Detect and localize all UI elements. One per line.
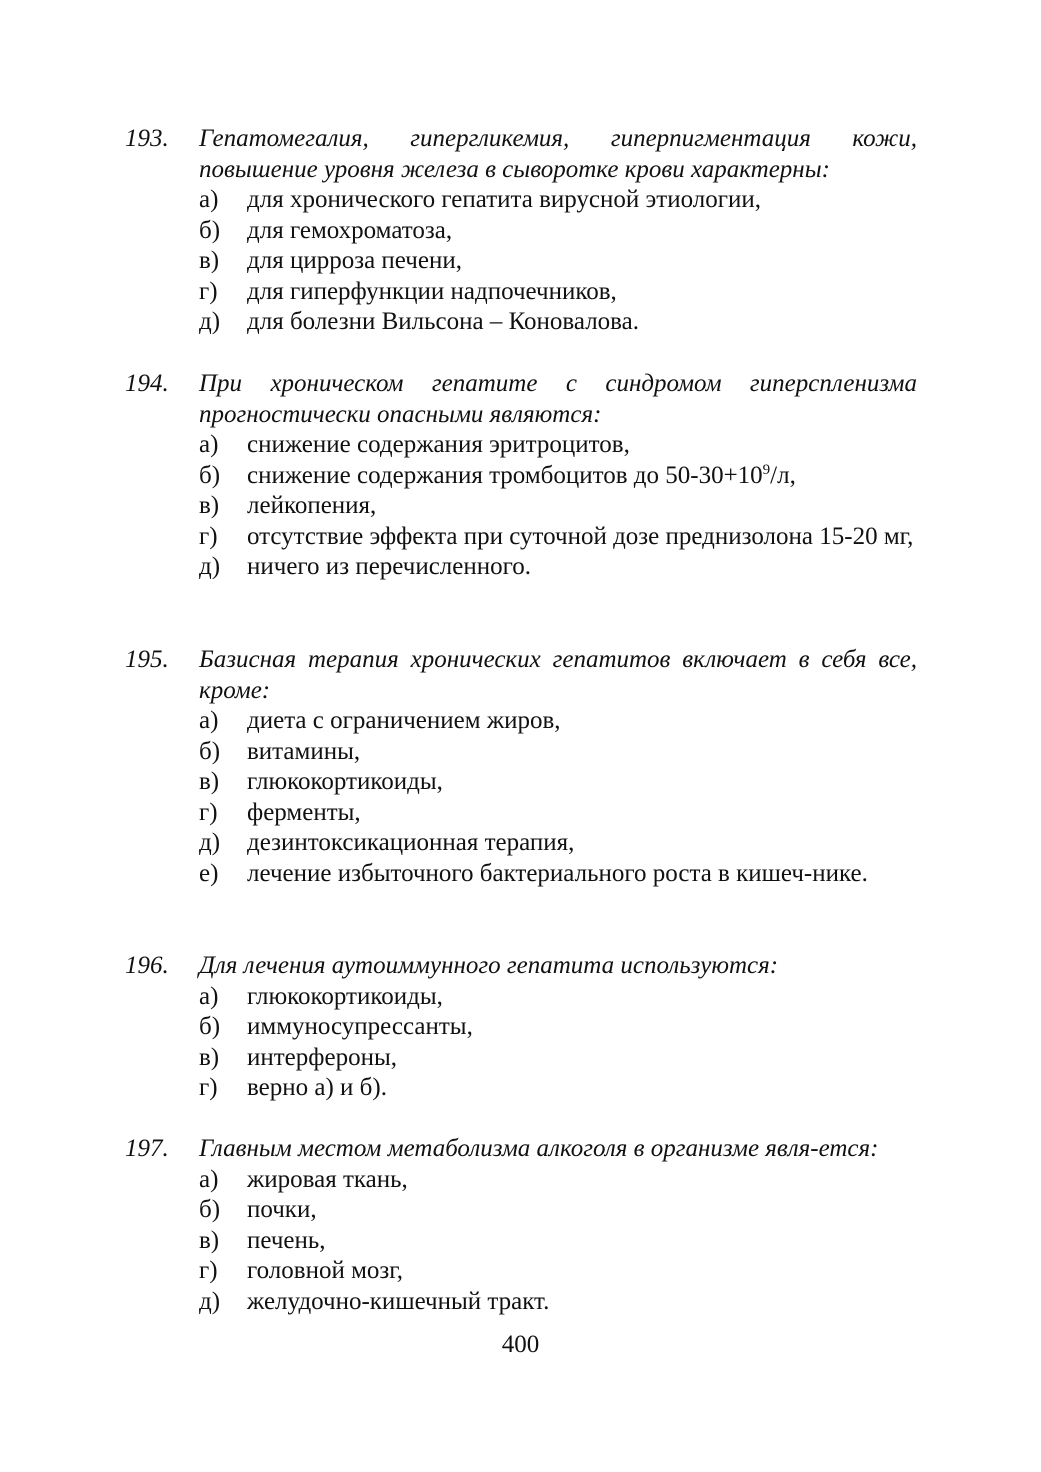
answer-option: [199, 767, 917, 798]
option-label: б): [199, 461, 221, 489]
option-text: снижение содержания эритроцитов,: [247, 431, 630, 458]
question-header: [125, 124, 917, 185]
question-196: [125, 951, 917, 1104]
answer-option: [199, 1012, 917, 1043]
option-text: почки,: [247, 1196, 317, 1223]
answer-option: [199, 982, 917, 1013]
page-number: 400: [501, 1331, 540, 1358]
question-text: При хроническом гепатите с синдромом гиперспленизма прогностически опасными являются:: [199, 370, 917, 428]
option-label: а): [199, 982, 219, 1010]
answer-option: [199, 277, 917, 308]
answer-option: [199, 706, 917, 737]
option-text: печень,: [247, 1226, 326, 1254]
option-text: для цирроза печени,: [247, 247, 462, 274]
option-text: для хронического гепатита вирусной этиологии,: [247, 186, 761, 213]
question-header: [125, 951, 917, 982]
answer-option: [199, 246, 917, 277]
option-label: д): [199, 829, 221, 856]
question-194: [125, 369, 917, 583]
option-label: а): [199, 707, 219, 734]
option-text: витамины,: [247, 737, 361, 765]
question-number: 195.: [125, 646, 169, 673]
question-text: Базисная терапия хронических гепатитов включает в себя все, кроме:: [199, 646, 917, 704]
question-text: Для лечения аутоиммунного гепатита используются:: [199, 952, 779, 979]
question-193: [125, 124, 917, 338]
option-text: диета с ограничением жиров,: [247, 707, 561, 734]
answer-option: [199, 461, 917, 492]
option-text-suffix: /л,: [770, 461, 796, 489]
option-text: головной мозг,: [247, 1257, 403, 1284]
option-text: лейкопения,: [247, 492, 377, 519]
answer-options: [125, 706, 917, 889]
option-label: д): [199, 1287, 221, 1315]
question-number: 197.: [125, 1135, 169, 1162]
question-195: [125, 645, 917, 889]
option-label: в): [199, 247, 220, 274]
answer-option: [199, 1043, 917, 1074]
question-header: [125, 369, 917, 430]
answer-option: [199, 1287, 917, 1318]
exponent: 9: [762, 461, 771, 478]
option-label: в): [199, 1226, 220, 1254]
option-label: а): [199, 431, 219, 458]
option-text-main: снижение содержания тромбоцитов до 50-30+10: [247, 461, 763, 489]
answer-option: [199, 1195, 917, 1226]
answer-options: [125, 1165, 917, 1318]
question-197: [125, 1134, 917, 1317]
answer-options: [125, 430, 917, 583]
question-text: Гепатомегалия, гипергликемия, гиперпигментация кожи, повышение уровня железа в сыворотке крови характерны:: [199, 125, 917, 183]
answer-option: [199, 798, 917, 829]
question-number: 194.: [125, 370, 169, 397]
option-label: е): [199, 859, 219, 887]
option-text: ферменты,: [247, 798, 361, 826]
answer-option: [199, 216, 917, 247]
question-number: 193.: [125, 125, 169, 152]
option-label: г): [199, 1074, 218, 1101]
option-text: глюкокортикоиды,: [247, 982, 443, 1010]
answer-option: [199, 552, 917, 583]
option-text: для гиперфункции надпочечников,: [247, 277, 617, 305]
option-text: ничего из перечисленного.: [247, 553, 532, 580]
question-number: 196.: [125, 952, 169, 979]
option-text: верно а) и б).: [247, 1074, 387, 1101]
answer-option: [199, 1256, 917, 1287]
answer-option: [199, 522, 917, 553]
option-text: отсутствие эффекта при суточной дозе преднизолона 15-20 мг,: [247, 522, 914, 550]
option-text: иммуносупрессанты,: [247, 1013, 473, 1040]
answer-option: [199, 859, 917, 890]
answer-option: [199, 307, 917, 338]
option-label: в): [199, 1043, 220, 1071]
answer-option: [199, 430, 917, 461]
option-text: желудочно-кишечный тракт.: [247, 1287, 550, 1315]
answer-option: [199, 737, 917, 768]
option-label: в): [199, 768, 220, 795]
answer-options: [125, 982, 917, 1104]
option-label: а): [199, 186, 219, 213]
option-label: в): [199, 492, 220, 519]
answer-option: [199, 185, 917, 216]
option-label: г): [199, 277, 218, 305]
option-label: г): [199, 1257, 218, 1284]
option-label: д): [199, 553, 221, 580]
answer-option: [199, 491, 917, 522]
option-text: глюкокортикоиды,: [247, 768, 443, 795]
option-text: для гемохроматоза,: [247, 216, 453, 244]
option-label: д): [199, 308, 221, 335]
answer-option: [199, 1226, 917, 1257]
answer-option: [199, 828, 917, 859]
answer-option: [199, 1073, 917, 1104]
answer-options: [125, 185, 917, 338]
option-text: лечение избыточного бактериального роста в кишеч-нике.: [247, 859, 868, 887]
option-label: б): [199, 216, 221, 244]
question-header: [125, 1134, 917, 1165]
option-text: дезинтоксикационная терапия,: [247, 829, 575, 856]
option-text: [247, 461, 917, 492]
question-text: Главным местом метаболизма алкоголя в организме явля-ется:: [199, 1135, 879, 1162]
question-header: [125, 645, 917, 706]
option-label: б): [199, 1196, 221, 1223]
option-text: жировая ткань,: [247, 1165, 408, 1193]
option-label: г): [199, 798, 218, 826]
option-text: интерфероны,: [247, 1043, 397, 1071]
option-label: б): [199, 737, 221, 765]
option-text: для болезни Вильсона – Коновалова.: [247, 308, 639, 335]
option-label: б): [199, 1013, 221, 1040]
answer-option: [199, 1165, 917, 1196]
option-label: а): [199, 1165, 219, 1193]
option-label: г): [199, 522, 218, 550]
